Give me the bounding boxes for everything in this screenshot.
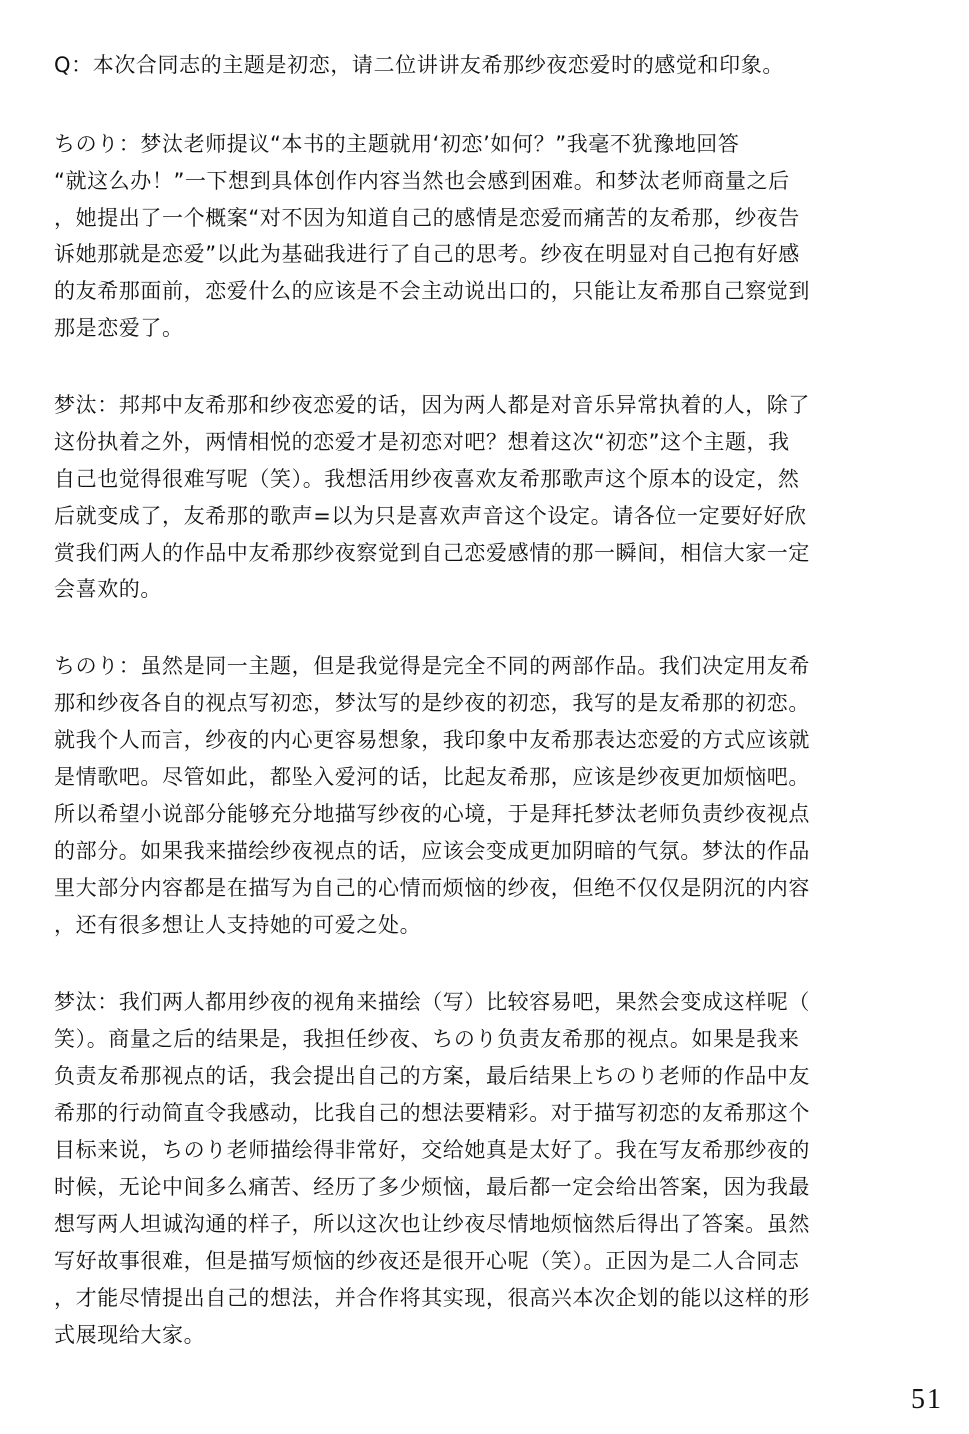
text-line: 的友希那面前，恋爱什么的应该是不会主动说出口的，只能让友希那自己察觉到 bbox=[54, 279, 810, 303]
text-line: 那是恋爱了。 bbox=[54, 316, 184, 340]
text-line: 诉她那就是恋爱”以此为基础我进行了自己的思考。纱夜在明显对自己抱有好感 bbox=[54, 242, 800, 266]
text-line: 后就变成了，友希那的歌声=以为只是喜欢声音这个设定。请各位一定要好好欣 bbox=[54, 504, 807, 528]
text-line: ，还有很多想让人支持她的可爱之处。 bbox=[54, 913, 422, 937]
question-line: Q：本次合同志的主题是初恋，请二位讲讲友希那纱夜恋爱时的感觉和印象。 bbox=[54, 53, 784, 77]
text-line: ，她提出了一个概案“对不因为知道自己的感情是恋爱而痛苦的友希那，纱夜告 bbox=[54, 206, 800, 230]
text-line: ，才能尽情提出自己的想法，并合作将其实现，很高兴本次企划的能以这样的形 bbox=[54, 1286, 810, 1310]
text-line: 自己也觉得很难写呢（笑）。我想活用纱夜喜欢友希那歌声这个原本的设定，然 bbox=[54, 467, 800, 491]
text-line: 所以希望小说部分能够充分地描写纱夜的心境，于是拜托梦汰老师负责纱夜视点 bbox=[54, 802, 810, 826]
text-line: 希那的行动简直令我感动，比我自己的想法要精彩。对于描写初恋的友希那这个 bbox=[54, 1101, 810, 1125]
text-line: 这份执着之外，两情相悦的恋爱才是初恋对吧？想着这次“初恋”这个主题，我 bbox=[54, 430, 790, 454]
text-line: 想写两人坦诚沟通的样子，所以这次也让纱夜尽情地烦恼然后得出了答案。虽然 bbox=[54, 1212, 810, 1236]
page-number: 51 bbox=[911, 1384, 943, 1415]
text-line: 那和纱夜各自的视点写初恋，梦汰写的是纱夜的初恋，我写的是友希那的初恋。 bbox=[54, 691, 810, 715]
text-line: 写好故事很难，但是描写烦恼的纱夜还是很开心呢（笑）。正因为是二人合同志 bbox=[54, 1249, 800, 1273]
text-line: 梦汰：我们两人都用纱夜的视角来描绘（写）比较容易吧，果然会变成这样呢（ bbox=[54, 990, 810, 1014]
text-line: 是情歌吧。尽管如此，都坠入爱河的话，比起友希那，应该是纱夜更加烦恼吧。 bbox=[54, 765, 810, 789]
text-line: 会喜欢的。 bbox=[54, 577, 162, 601]
text-line: ちのり：梦汰老师提议“本书的主题就用‘初恋’如何？”我毫不犹豫地回答 bbox=[54, 132, 740, 156]
text-line: ちのり：虽然是同一主题，但是我觉得是完全不同的两部作品。我们决定用友希 bbox=[54, 654, 810, 678]
text-line: 式展现给大家。 bbox=[54, 1323, 206, 1347]
text-line: 梦汰：邦邦中友希那和纱夜恋爱的话，因为两人都是对音乐异常执着的人，除了 bbox=[54, 393, 810, 417]
text-line: 目标来说，ちのり老师描绘得非常好，交给她真是太好了。我在写友希那纱夜的 bbox=[54, 1138, 810, 1162]
text-line: 里大部分内容都是在描写为自己的心情而烦恼的纱夜，但绝不仅仅是阴沉的内容 bbox=[54, 876, 810, 900]
text-line: 笑）。商量之后的结果是，我担任纱夜、ちのり负责友希那的视点。如果是我来 bbox=[54, 1027, 800, 1051]
text-line: “就这么办！”一下想到具体创作内容当然也会感到困难。和梦汰老师商量之后 bbox=[54, 169, 790, 193]
text-line: 的部分。如果我来描绘纱夜视点的话，应该会变成更加阴暗的气氛。梦汰的作品 bbox=[54, 839, 810, 863]
text-line: 负责友希那视点的话，我会提出自己的方案，最后结果上ちのり老师的作品中友 bbox=[54, 1064, 810, 1088]
text-line: 赏我们两人的作品中友希那纱夜察觉到自己恋爱感情的那一瞬间，相信大家一定 bbox=[54, 541, 810, 565]
text-line: 就我个人而言，纱夜的内心更容易想象，我印象中友希那表达恋爱的方式应该就 bbox=[54, 728, 810, 752]
text-line: 时候，无论中间多么痛苦、经历了多少烦恼，最后都一定会给出答案，因为我最 bbox=[54, 1175, 810, 1199]
